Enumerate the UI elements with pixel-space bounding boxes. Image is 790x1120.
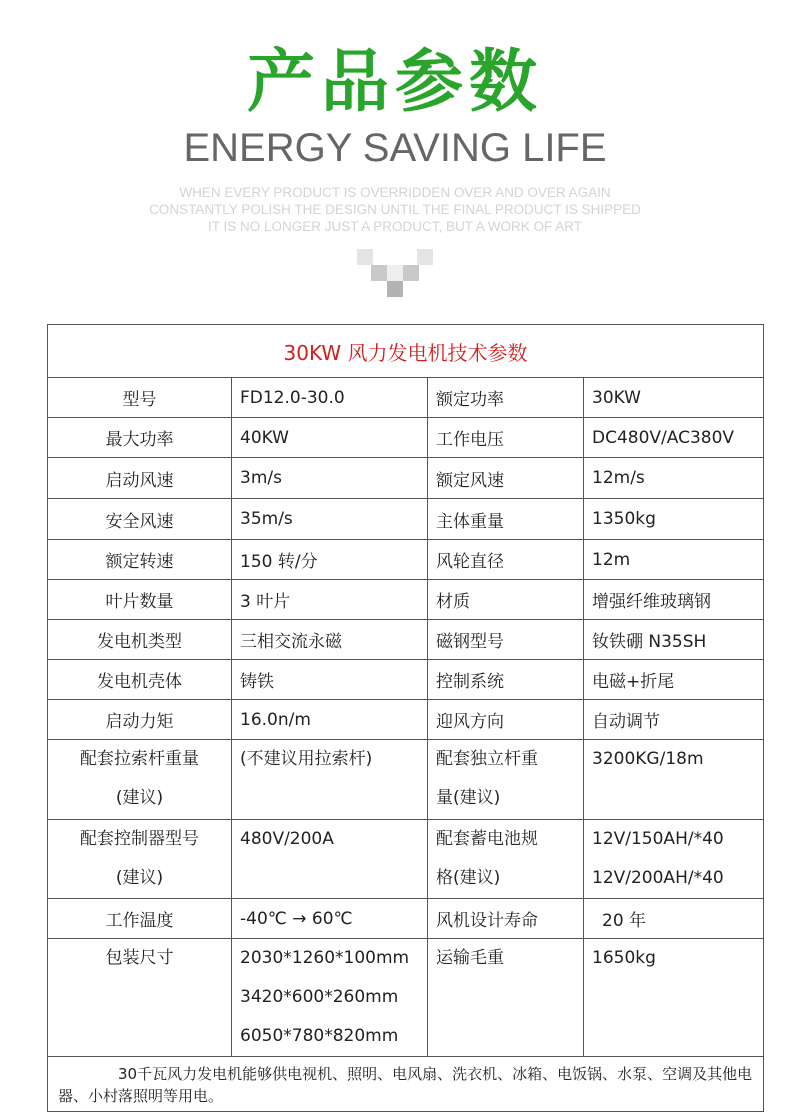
param-label: 运输毛重: [428, 939, 584, 1057]
table-caption-row: [48, 325, 764, 378]
param-label: 工作电压: [428, 418, 584, 458]
value-line: 12V/200AH/*40: [592, 868, 724, 888]
param-label: 磁钢型号: [428, 620, 584, 660]
param-value: 钕铁硼 N35SH: [584, 620, 764, 660]
param-label: 额定风速: [428, 458, 584, 499]
param-label: 型号: [48, 378, 232, 418]
param-value: 电磁+折尾: [584, 660, 764, 700]
table-row: [48, 499, 764, 540]
mosaic-tile: [403, 265, 419, 281]
tagline: [0, 184, 790, 235]
param-value: 增强纤维玻璃钢: [584, 580, 764, 620]
param-value: 自动调节: [584, 700, 764, 740]
mosaic-tile: [387, 281, 403, 297]
label-line: (建议): [115, 788, 164, 808]
param-label: 控制系统: [428, 660, 584, 700]
table-row: [48, 580, 764, 620]
param-label: 最大功率: [48, 418, 232, 458]
param-label: 安全风速: [48, 499, 232, 540]
param-label: 额定转速: [48, 540, 232, 580]
param-label: 包装尺寸: [48, 939, 232, 1057]
mosaic-tile: [387, 265, 403, 281]
param-label: 材质: [428, 580, 584, 620]
param-value: DC480V/AC380V: [584, 418, 764, 458]
param-label: 启动力矩: [48, 700, 232, 740]
table-row: [48, 939, 764, 1057]
param-value: 三相交流永磁: [232, 620, 428, 660]
table-row: [48, 740, 764, 820]
label-line: 量(建议): [436, 788, 501, 808]
table-note-row: [48, 1057, 764, 1112]
spec-table: [47, 324, 764, 1112]
page-subtitle: ENERGY SAVING LIFE: [183, 126, 607, 170]
label-line: 配套拉索杆重量: [80, 749, 199, 769]
param-label: 额定功率: [428, 378, 584, 418]
param-label: [48, 740, 232, 820]
param-value: 3m/s: [232, 458, 428, 499]
table-row: [48, 820, 764, 899]
param-label: [428, 740, 584, 820]
table-row: [48, 418, 764, 458]
param-value: 1350kg: [584, 499, 764, 540]
mosaic-tile: [371, 265, 387, 281]
label-line: 配套独立杆重: [436, 749, 538, 769]
param-value: 12m/s: [584, 458, 764, 499]
label-line: 配套控制器型号: [80, 829, 199, 849]
table-row: [48, 660, 764, 700]
param-value: (不建议用拉索杆): [232, 740, 428, 820]
param-label: 迎风方向: [428, 700, 584, 740]
param-value: 16.0n/m: [232, 700, 428, 740]
param-label: 主体重量: [428, 499, 584, 540]
mosaic-tile: [357, 249, 373, 265]
param-value: [232, 939, 428, 1057]
tagline-line-3: IT IS NO LONGER JUST A PRODUCT, BUT A WORK OF ART: [207, 219, 583, 234]
table-row: [48, 700, 764, 740]
param-value: 3 叶片: [232, 580, 428, 620]
param-value: 480V/200A: [232, 820, 428, 899]
table-row: [48, 899, 764, 939]
param-label: 发电机壳体: [48, 660, 232, 700]
table-row: [48, 540, 764, 580]
label-line: (建议): [115, 868, 164, 888]
param-value: 40KW: [232, 418, 428, 458]
param-label: 叶片数量: [48, 580, 232, 620]
page-title: 产品参数: [246, 43, 543, 122]
table-caption: 30KW 风力发电机技术参数: [48, 325, 764, 378]
chevron-mosaic-icon: [357, 249, 433, 297]
param-value: 20 年: [584, 899, 764, 939]
param-value: 35m/s: [232, 499, 428, 540]
param-value: [584, 820, 764, 899]
tagline-line-2: CONSTANTLY POLISH THE DESIGN UNTIL THE FINAL PRODUCT IS SHIPPED: [149, 202, 641, 217]
param-value: FD12.0-30.0: [232, 378, 428, 418]
param-value: 1650kg: [584, 939, 764, 1057]
label-line: 配套蓄电池规: [436, 829, 538, 849]
value-line: 12V/150AH/*40: [592, 829, 724, 849]
table-row: [48, 378, 764, 418]
mosaic-tile: [417, 249, 433, 265]
param-value: 3200KG/18m: [584, 740, 764, 820]
param-label: 发电机类型: [48, 620, 232, 660]
value-line: 6050*780*820mm: [240, 1026, 399, 1046]
value-line: 2030*1260*100mm: [240, 948, 410, 968]
param-value: 12m: [584, 540, 764, 580]
param-label: 风机设计寿命: [428, 899, 584, 939]
tagline-line-1: WHEN EVERY PRODUCT IS OVERRIDDEN OVER AND OVER AGAIN: [179, 185, 611, 200]
label-line: 格(建议): [436, 868, 501, 888]
param-label: 启动风速: [48, 458, 232, 499]
param-value: 铸铁: [232, 660, 428, 700]
table-row: [48, 458, 764, 499]
param-value: 150 转/分: [232, 540, 428, 580]
param-label: [48, 820, 232, 899]
table-row: [48, 620, 764, 660]
param-value: 30KW: [584, 378, 764, 418]
value-line: 3420*600*260mm: [240, 987, 399, 1007]
param-value: -40℃ → 60℃: [232, 899, 428, 939]
param-label: 工作温度: [48, 899, 232, 939]
param-label: 风轮直径: [428, 540, 584, 580]
table-note: 30千瓦风力发电机能够供电视机、照明、电风扇、洗衣机、冰箱、电饭锅、水泵、空调及其他电器、小村落照明等用电。: [48, 1057, 764, 1112]
param-label: [428, 820, 584, 899]
